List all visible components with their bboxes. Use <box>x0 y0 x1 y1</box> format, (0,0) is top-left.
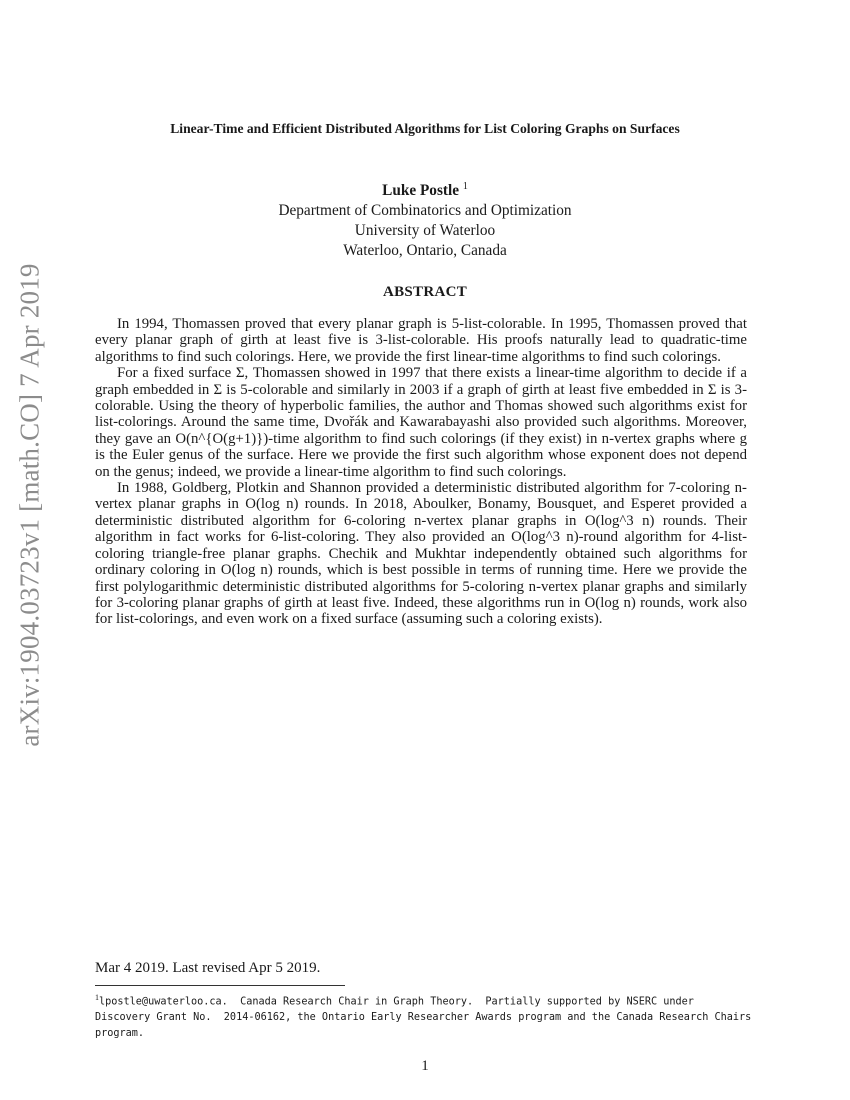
footnote-rule <box>95 985 345 986</box>
arxiv-stamp-text: arXiv:1904.03723v1 [math.CO] 7 Apr 2019 <box>14 263 45 747</box>
footnote-text: lpostle@uwaterloo.ca. Canada Research Chair in Graph Theory. Partially supported by NSERC under Discovery Grant No. 2014-06162, the Ontario Early Researcher Awards program and the Canada Research Chairs program. <box>95 996 758 1040</box>
footnote-mark: 1 <box>95 993 99 1002</box>
author-name <box>170 177 680 201</box>
abstract-paragraph-1: In 1994, Thomassen proved that every planar graph is 5-list-colorable. In 1995, Thomassen proved that every planar graph of girth at least five is 3-list-colorable. His proofs naturally lead to quadratic-time algorithms to find such colorings. Here, we provide the first linear-time algorithms to find such colorings. <box>95 316 747 365</box>
paper-title: Linear-Time and Efficient Distributed Algorithms for List Coloring Graphs on Surfaces <box>170 121 680 136</box>
author-location: Waterloo, Ontario, Canada <box>343 242 507 260</box>
abstract-body <box>95 316 747 628</box>
author-footnote-mark: 1 <box>462 181 468 192</box>
author-block <box>170 177 680 261</box>
arxiv-stamp <box>10 250 50 760</box>
revision-date: Mar 4 2019. Last revised Apr 5 2019. <box>95 960 321 976</box>
author-name-text: Luke Postle <box>382 182 460 200</box>
author-affiliation: Department of Combinatorics and Optimization <box>278 202 572 220</box>
author-institution: University of Waterloo <box>354 222 496 240</box>
abstract-paragraph-2: For a fixed surface Σ, Thomassen showed in 1997 that there exists a linear-time algorithm to decide if a graph embedded in Σ is 5-colorable and similarly in 2003 if a graph of girth at least five embedded in Σ is 3-colorable. Using the theory of hyperbolic families, the author and Thomas showed such algorithms exist for list-colorings. Around the same time, Dvořák and Kawarabayashi also provided such algorithms. Moreover, they gave an O(n^{O(g+1)})-time algorithm to find such colorings (if they exist) in n-vertex graphs where g is the Euler genus of the surface. Here we provide the first such algorithm whose exponent does not depend on the genus; indeed, we provide a linear-time algorithm to find such colorings. <box>95 365 747 480</box>
footnote <box>95 990 758 1042</box>
abstract-heading: ABSTRACT <box>382 284 468 300</box>
page-number: 1 <box>421 1058 429 1074</box>
abstract-paragraph-3: In 1988, Goldberg, Plotkin and Shannon provided a deterministic distributed algorithm for 7-coloring n-vertex planar graphs in O(log n) rounds. In 2018, Aboulker, Bonamy, Bousquet, and Esperet provided a deterministic distributed algorithm for 6-coloring n-vertex planar graphs in O(log^3 n) rounds. Their algorithm in fact works for 6-list-coloring. They also provided an O(log^3 n)-round algorithm for 4-list-coloring triangle-free planar graphs. Chechik and Mukhtar independently obtained such algorithms for ordinary coloring in O(log n) rounds, which is best possible in terms of running time. Here we provide the first polylogarithmic deterministic distributed algorithms for 5-coloring n-vertex planar graphs and similarly for 3-coloring planar graphs of girth at least five. Indeed, these algorithms run in O(log n) rounds, work also for list-colorings, and even work on a fixed surface (assuming such a coloring exists). <box>95 480 747 628</box>
